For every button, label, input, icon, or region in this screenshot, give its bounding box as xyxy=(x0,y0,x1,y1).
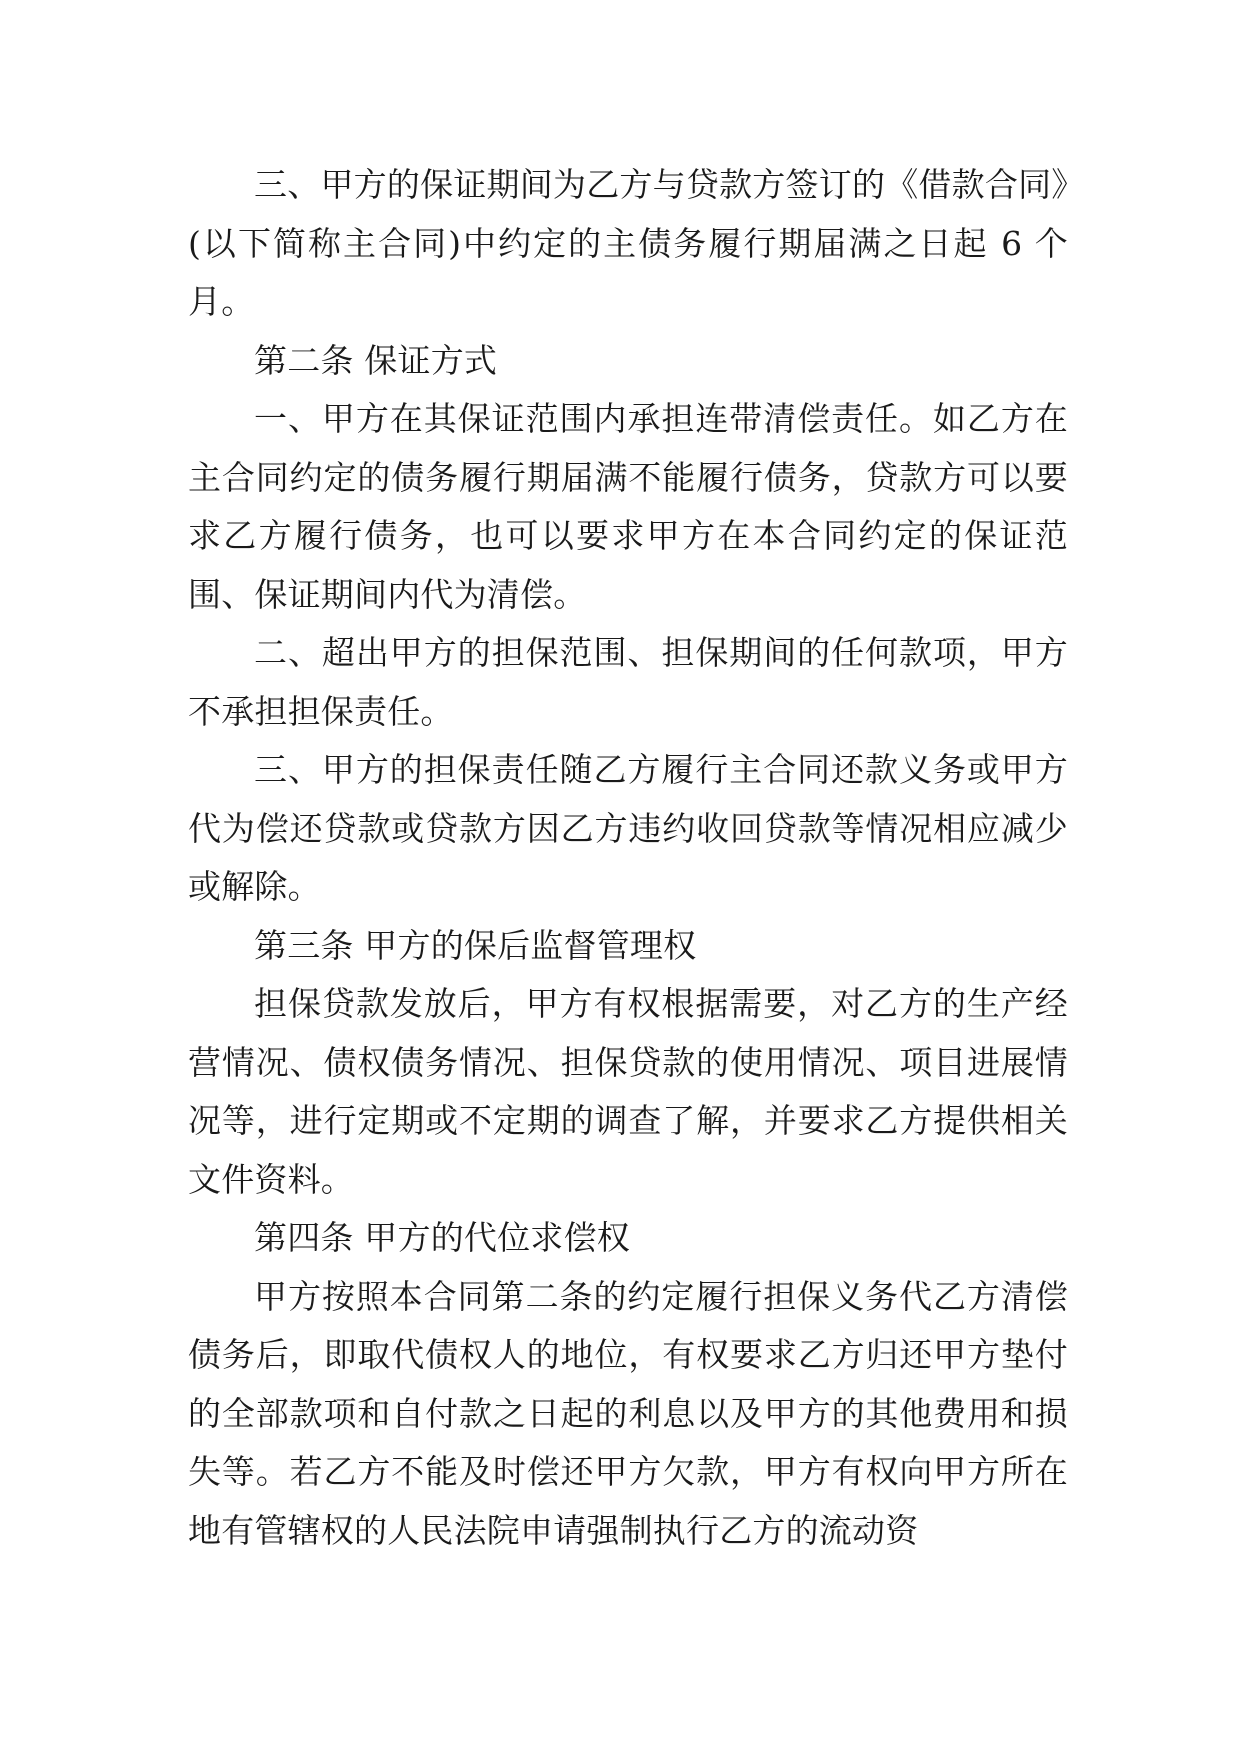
article-2-item-1: 一、甲方在其保证范围内承担连带清偿责任。如乙方在主合同约定的债务履行期届满不能履行债务，贷款方可以要求乙方履行债务，也可以要求甲方在本合同约定的保证范围、保证期间内代为清偿。 xyxy=(188,399,1068,614)
article-4-heading: 第四条 甲方的代位求偿权 xyxy=(254,1218,630,1257)
article-2-heading: 第二条 保证方式 xyxy=(254,340,498,380)
article-2-item-2: 二、超出甲方的担保范围、担保期间的任何款项，甲方不承担担保责任。 xyxy=(188,633,1068,731)
clause-guarantee-period: 三、甲方的保证期间为乙方与贷款方签订的《借款合同》(以下简称主合同)中约定的主债务履行期届满之日起 6 个月。 xyxy=(188,165,1068,321)
article-3-body: 担保贷款发放后，甲方有权根据需要，对乙方的生产经营情况、债权债务情况、担保贷款的使用情况、项目进展情况等，进行定期或不定期的调查了解，并要求乙方提供相关文件资料。 xyxy=(188,984,1068,1199)
article-2-item-3: 三、甲方的担保责任随乙方履行主合同还款义务或甲方代为偿还贷款或贷款方因乙方违约收回贷款等情况相应减少或解除。 xyxy=(188,750,1068,906)
article-3-heading: 第三条 甲方的保后监督管理权 xyxy=(254,925,697,965)
article-4-body: 甲方按照本合同第二条的约定履行担保义务代乙方清偿债务后，即取代债权人的地位，有权要求乙方归还甲方垫付的全部款项和自付款之日起的利息以及甲方的其他费用和损失等。若乙方不能及时偿还甲方欠款，甲方有权向甲方所在地有管辖权的人民法院申请强制执行乙方的流动资 xyxy=(188,1276,1068,1550)
document-body xyxy=(188,156,1068,1560)
